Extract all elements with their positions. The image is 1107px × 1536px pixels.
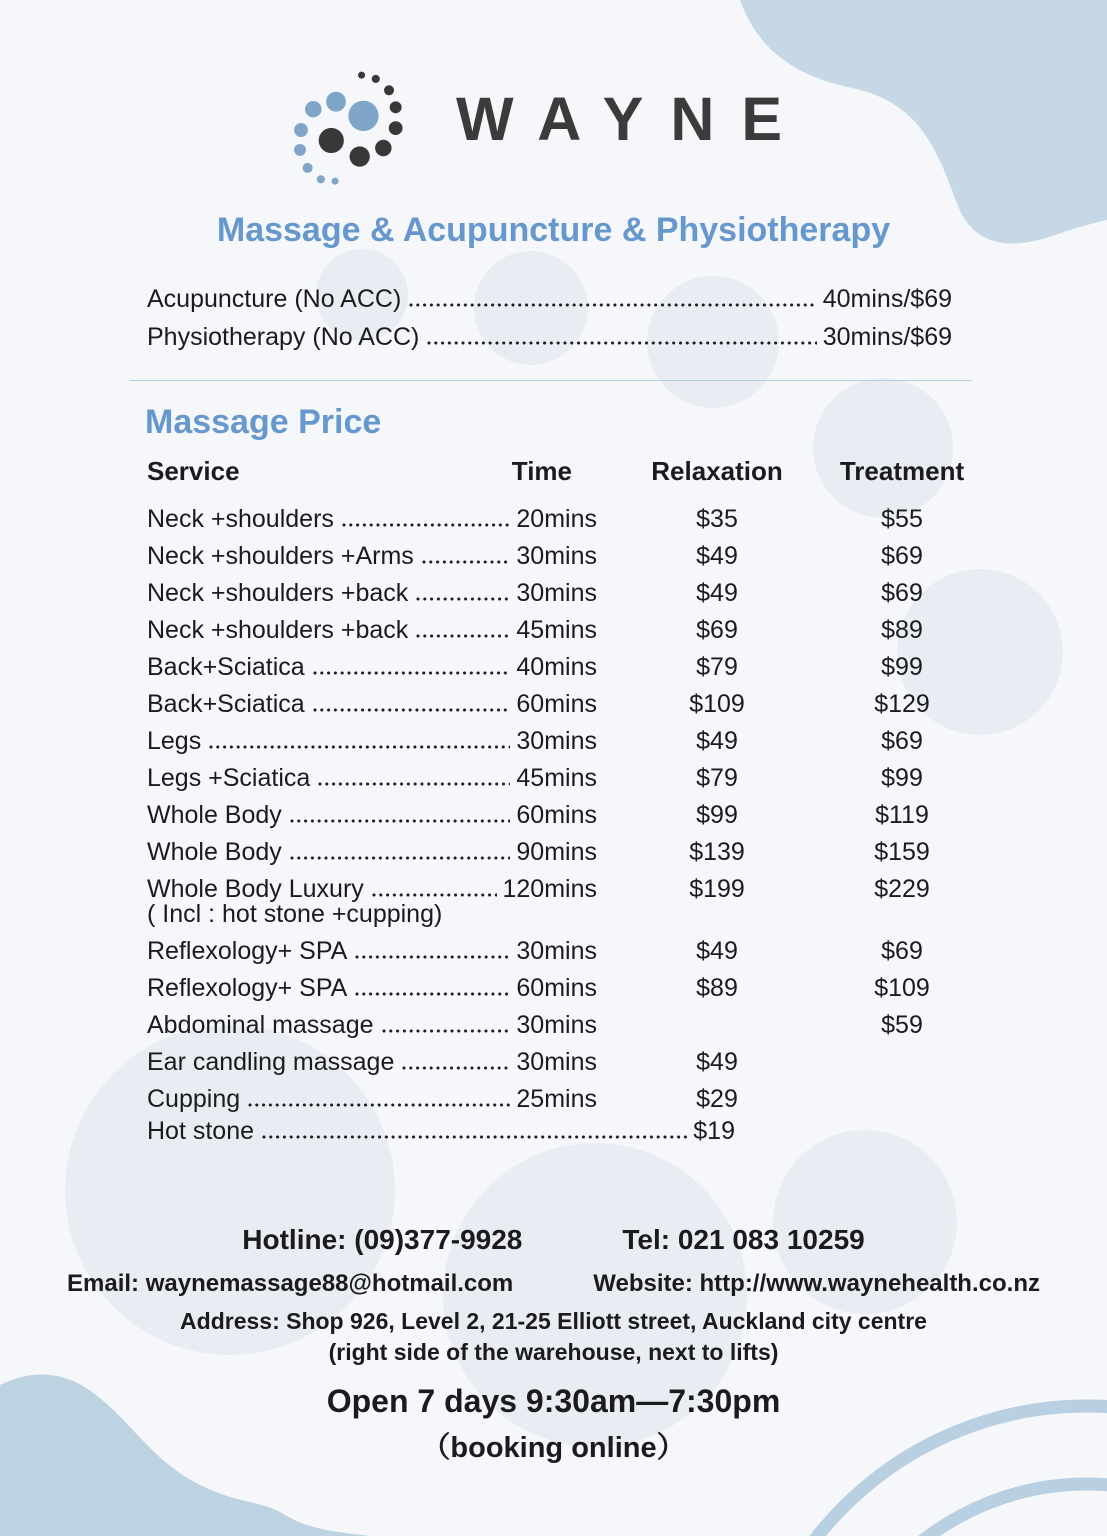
price-value: $19 bbox=[693, 1117, 735, 1145]
time-value: 25mins bbox=[516, 1085, 597, 1113]
time-value: 20mins bbox=[516, 505, 597, 533]
service-name: Whole Body Luxury bbox=[147, 875, 364, 903]
treatment-price: $59 bbox=[881, 1011, 923, 1039]
service-name: Reflexology+ SPA bbox=[147, 937, 348, 965]
intro-price-row bbox=[147, 324, 952, 350]
relaxation-price: $139 bbox=[689, 838, 745, 866]
table-row bbox=[147, 580, 982, 606]
address-text: Address: Shop 926, Level 2, 21-25 Elliott street, Auckland city centre bbox=[180, 1308, 927, 1334]
treatment-price: $69 bbox=[881, 579, 923, 607]
service-name: Reflexology+ SPA bbox=[147, 974, 348, 1002]
intro-price-value: 40mins/$69 bbox=[822, 285, 952, 313]
service-cell bbox=[147, 617, 597, 643]
service-name: Neck +shoulders +back bbox=[147, 579, 409, 607]
table-row bbox=[147, 543, 982, 569]
time-value: 60mins bbox=[516, 974, 597, 1002]
table-row bbox=[147, 876, 982, 927]
dot-leader bbox=[313, 671, 511, 675]
service-name: Whole Body bbox=[147, 801, 282, 829]
dot-leader bbox=[355, 955, 510, 959]
table-row bbox=[147, 765, 982, 791]
time-value: 30mins bbox=[516, 542, 597, 570]
service-line bbox=[147, 1049, 597, 1075]
service-line bbox=[147, 506, 597, 532]
service-header-label: Service bbox=[147, 456, 240, 486]
email-text: Email: waynemassage88@hotmail.com bbox=[67, 1270, 514, 1297]
service-line bbox=[147, 580, 597, 606]
dot-leader bbox=[290, 819, 511, 823]
intro-price-list bbox=[147, 286, 952, 362]
relaxation-price: $29 bbox=[696, 1085, 738, 1113]
email-website-line bbox=[0, 1270, 1107, 1298]
column-header-time: Time bbox=[511, 456, 572, 486]
table-row bbox=[147, 691, 982, 717]
dot-leader bbox=[313, 708, 511, 712]
intro-service-label: Physiotherapy (No ACC) bbox=[147, 323, 420, 351]
service-name: Back+Sciatica bbox=[147, 653, 305, 681]
intro-service-label: Acupuncture (No ACC) bbox=[147, 285, 402, 313]
time-value: 40mins bbox=[516, 653, 597, 681]
service-line bbox=[147, 543, 597, 569]
dot-leader bbox=[422, 560, 511, 564]
treatment-price bbox=[822, 1086, 982, 1112]
time-value: 60mins bbox=[516, 690, 597, 718]
dot-leader bbox=[402, 1066, 510, 1070]
service-name: Abdominal massage bbox=[147, 1011, 374, 1039]
table-row bbox=[147, 1049, 982, 1075]
service-cell bbox=[147, 938, 597, 964]
relaxation-price: $79 bbox=[696, 653, 738, 681]
relaxation-price: $49 bbox=[696, 727, 738, 755]
service-cell bbox=[147, 580, 597, 606]
treatment-price: $69 bbox=[881, 937, 923, 965]
service-cell bbox=[147, 1118, 792, 1144]
service-note: ( Incl : hot stone +cupping) bbox=[147, 900, 443, 928]
hotline-text: Hotline: (09)377-9928 bbox=[242, 1224, 523, 1255]
relaxation-price: $89 bbox=[696, 974, 738, 1002]
service-cell bbox=[147, 728, 597, 754]
service-name: Legs +Sciatica bbox=[147, 764, 311, 792]
service-line bbox=[147, 617, 597, 643]
treatment-price bbox=[822, 1049, 982, 1075]
treatment-price: $159 bbox=[874, 838, 930, 866]
subtitle: Massage & Acupuncture & Physiotherapy bbox=[216, 211, 891, 249]
service-cell bbox=[147, 654, 597, 680]
table-row bbox=[147, 802, 982, 828]
treatment-price: $119 bbox=[875, 801, 929, 829]
service-line bbox=[147, 876, 597, 902]
treatment-price: $129 bbox=[874, 690, 930, 718]
treatment-price: $229 bbox=[874, 875, 930, 903]
service-cell bbox=[147, 839, 597, 865]
column-header-service bbox=[147, 456, 597, 487]
time-value: 30mins bbox=[516, 579, 597, 607]
time-value: 60mins bbox=[516, 801, 597, 829]
time-value: 30mins bbox=[516, 1011, 597, 1039]
time-value: 30mins bbox=[516, 727, 597, 755]
table-row bbox=[147, 506, 982, 532]
time-value: 45mins bbox=[516, 764, 597, 792]
dot-leader bbox=[209, 745, 510, 749]
dot-leader bbox=[416, 634, 510, 638]
dot-leader bbox=[355, 992, 510, 996]
dot-leader bbox=[416, 597, 510, 601]
time-value: 90mins bbox=[516, 838, 597, 866]
massage-price-table bbox=[147, 456, 982, 1155]
column-header-treatment: Treatment bbox=[839, 456, 965, 486]
service-line bbox=[147, 1086, 597, 1112]
address-note-text: (right side of the warehouse, next to lifts) bbox=[328, 1339, 779, 1365]
service-cell bbox=[147, 1012, 597, 1038]
column-header-relaxation: Relaxation bbox=[651, 456, 783, 486]
dot-leader bbox=[372, 893, 497, 897]
relaxation-price: $49 bbox=[696, 937, 738, 965]
treatment-price: $109 bbox=[874, 974, 930, 1002]
service-line bbox=[147, 839, 597, 865]
treatment-price: $69 bbox=[881, 727, 923, 755]
dot-leader bbox=[318, 782, 510, 786]
massage-table-body bbox=[147, 506, 982, 1144]
table-header-row bbox=[147, 456, 982, 487]
table-row bbox=[147, 1012, 982, 1038]
service-cell bbox=[147, 802, 597, 828]
service-name: Whole Body bbox=[147, 838, 282, 866]
service-line bbox=[147, 691, 597, 717]
relaxation-price bbox=[642, 1012, 792, 1038]
dot-leader bbox=[382, 1029, 511, 1033]
table-row bbox=[147, 1118, 982, 1144]
dot-leader bbox=[427, 341, 816, 345]
relaxation-price: $199 bbox=[689, 875, 745, 903]
service-name: Neck +shoulders bbox=[147, 505, 334, 533]
service-cell bbox=[147, 1086, 597, 1112]
section-divider bbox=[130, 380, 972, 381]
service-name: Neck +shoulders +back bbox=[147, 616, 409, 644]
time-value: 30mins bbox=[516, 937, 597, 965]
relaxation-price: $99 bbox=[696, 801, 738, 829]
service-name: Legs bbox=[147, 727, 202, 755]
service-name: Neck +shoulders +Arms bbox=[147, 542, 414, 570]
treatment-price: $69 bbox=[881, 542, 923, 570]
service-cell bbox=[147, 975, 597, 1001]
service-cell bbox=[147, 765, 597, 791]
time-value: 120mins bbox=[502, 875, 597, 903]
booking-online-text: （booking online） bbox=[421, 1432, 686, 1464]
service-name: Hot stone bbox=[147, 1117, 255, 1145]
relaxation-price: $35 bbox=[696, 505, 738, 533]
table-row bbox=[147, 654, 982, 680]
brand-title: WAYNE bbox=[456, 85, 810, 153]
dot-leader bbox=[248, 1103, 510, 1107]
table-row bbox=[147, 1086, 982, 1112]
dot-leader bbox=[262, 1135, 687, 1139]
time-value: 45mins bbox=[516, 616, 597, 644]
service-line bbox=[147, 1012, 597, 1038]
service-line bbox=[147, 654, 597, 680]
dot-leader bbox=[290, 856, 511, 860]
service-line bbox=[147, 1118, 792, 1144]
service-cell bbox=[147, 876, 597, 927]
phone-line bbox=[0, 1224, 1107, 1256]
service-cell bbox=[147, 506, 597, 532]
dot-leader bbox=[409, 303, 816, 307]
treatment-price bbox=[822, 1118, 982, 1144]
intro-price-value: 30mins/$69 bbox=[822, 323, 952, 351]
service-cell bbox=[147, 543, 597, 569]
relaxation-price: $49 bbox=[696, 579, 738, 607]
relaxation-price: $49 bbox=[696, 542, 738, 570]
table-row bbox=[147, 728, 982, 754]
tel-text: Tel: 021 083 10259 bbox=[622, 1224, 865, 1255]
treatment-price: $99 bbox=[881, 653, 923, 681]
service-line bbox=[147, 728, 597, 754]
table-row bbox=[147, 839, 982, 865]
dot-spiral-logo-icon bbox=[283, 60, 425, 202]
service-line bbox=[147, 802, 597, 828]
time-value: 30mins bbox=[516, 1048, 597, 1076]
intro-price-row bbox=[147, 286, 952, 312]
service-cell bbox=[147, 691, 597, 717]
treatment-price: $99 bbox=[881, 764, 923, 792]
service-cell bbox=[147, 1049, 597, 1075]
service-line bbox=[147, 975, 597, 1001]
service-line bbox=[147, 938, 597, 964]
relaxation-price: $79 bbox=[696, 764, 738, 792]
service-name: Ear candling massage bbox=[147, 1048, 395, 1076]
table-row bbox=[147, 938, 982, 964]
dot-leader bbox=[342, 523, 511, 527]
table-row bbox=[147, 617, 982, 643]
relaxation-price: $109 bbox=[689, 690, 745, 718]
relaxation-price: $69 bbox=[696, 616, 738, 644]
treatment-price: $55 bbox=[881, 505, 923, 533]
service-line bbox=[147, 765, 597, 791]
website-text: Website: http://www.waynehealth.co.nz bbox=[593, 1270, 1040, 1297]
massage-price-heading: Massage Price bbox=[145, 403, 382, 441]
service-name: Back+Sciatica bbox=[147, 690, 305, 718]
opening-hours-text: Open 7 days 9:30am—7:30pm bbox=[326, 1383, 781, 1419]
relaxation-price: $49 bbox=[696, 1048, 738, 1076]
service-name: Cupping bbox=[147, 1085, 241, 1113]
table-row bbox=[147, 975, 982, 1001]
treatment-price: $89 bbox=[881, 616, 923, 644]
